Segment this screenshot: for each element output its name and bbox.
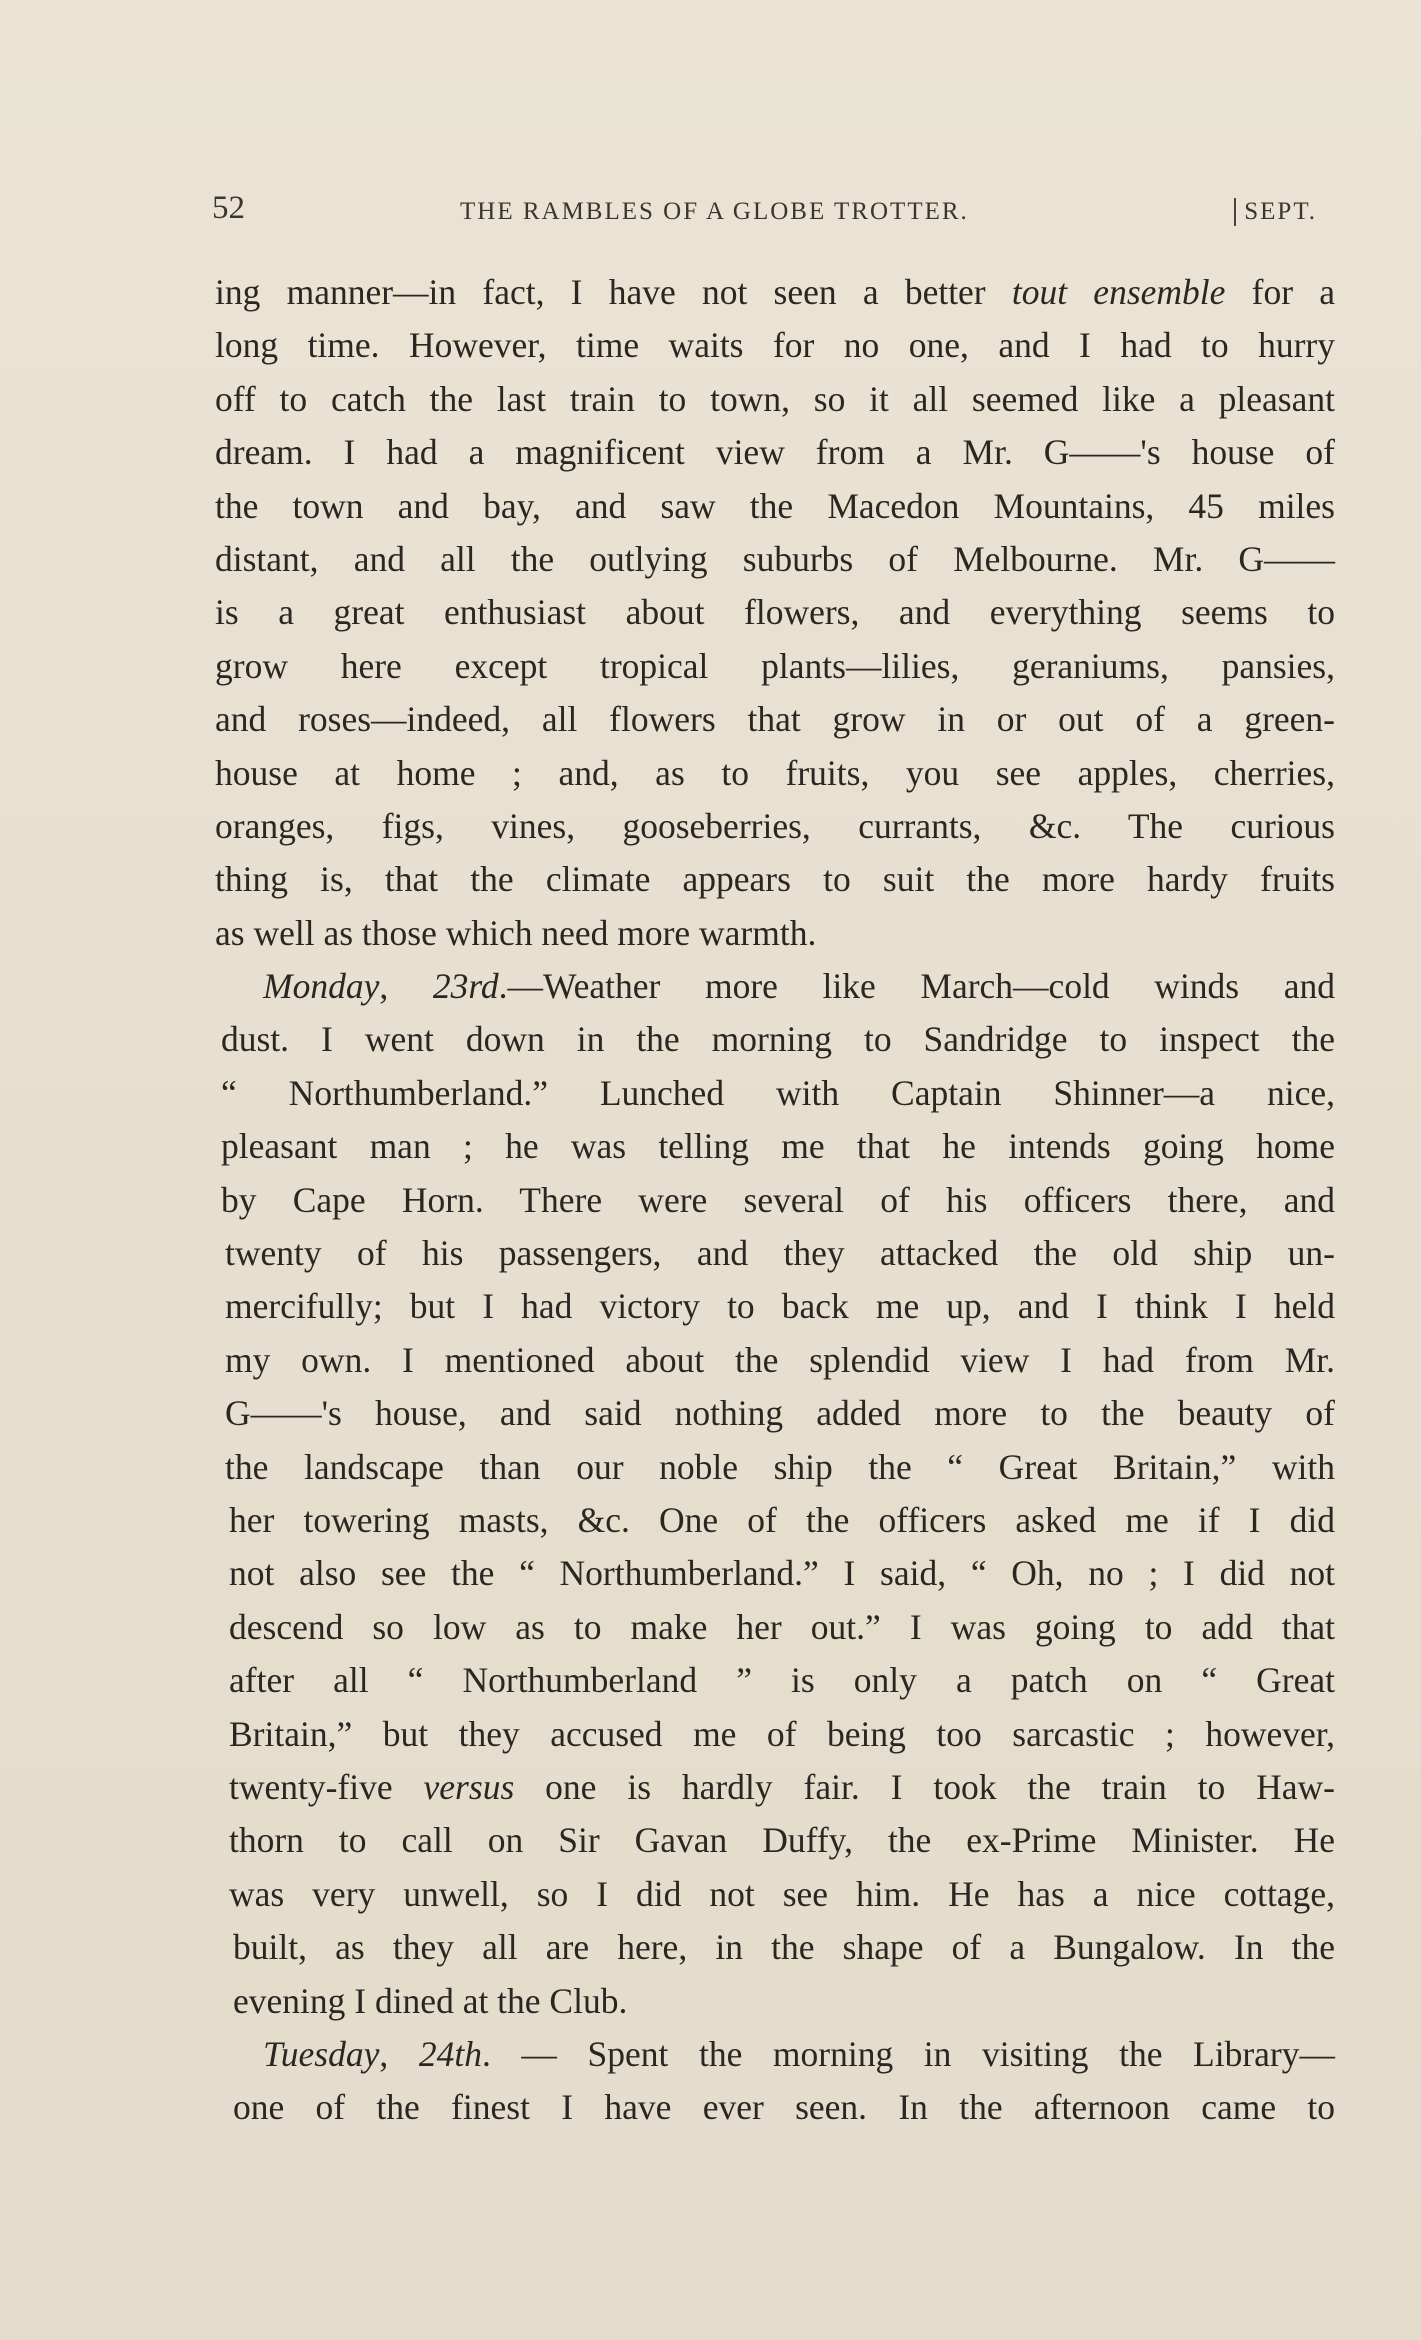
text-line: twenty-five versus one is hardly fair. I took the train to Haw- bbox=[229, 1766, 1335, 1807]
running-head bbox=[212, 190, 1317, 236]
text-line: long time. However, time waits for no one, and I had to hurry bbox=[215, 325, 1335, 366]
running-title: THE RAMBLES OF A GLOBE TROTTER. bbox=[460, 198, 969, 225]
text-line: thorn to call on Sir Gavan Duffy, the ex-Prime Minister. He bbox=[229, 1820, 1335, 1861]
text-line: Monday, 23rd.—Weather more like March—cold winds and bbox=[263, 966, 1336, 1007]
text-line: by Cape Horn. There were several of his officers there, and bbox=[221, 1179, 1335, 1220]
text-line: house at home ; and, as to fruits, you see apples, cherries, bbox=[215, 752, 1335, 793]
text-line: Tuesday, 24th. — Spent the morning in visiting the Library— bbox=[263, 2033, 1336, 2074]
text-line: was very unwell, so I did not see him. He has a nice cottage, bbox=[229, 1873, 1335, 1914]
text-line: the town and bay, and saw the Macedon Mountains, 45 miles bbox=[215, 485, 1335, 526]
text-line: “ Northumberland.” Lunched with Captain Shinner—a nice, bbox=[221, 1072, 1335, 1113]
text-line: thing is, that the climate appears to suit the more hardy fruits bbox=[215, 859, 1335, 900]
page-number: 52 bbox=[212, 190, 245, 226]
text-line: not also see the “ Northumberland.” I said, “ Oh, no ; I did not bbox=[229, 1553, 1335, 1594]
text-line: pleasant man ; he was telling me that he intends going home bbox=[221, 1126, 1335, 1167]
section-label: SEPT. bbox=[1234, 198, 1317, 226]
text-line: my own. I mentioned about the splendid view I had from Mr. bbox=[225, 1339, 1335, 1380]
text-line: Britain,” but they accused me of being too sarcastic ; however, bbox=[229, 1713, 1335, 1754]
text-line: her towering masts, &c. One of the officers asked me if I did bbox=[229, 1499, 1335, 1540]
text-line: the landscape than our noble ship the “ Great Britain,” with bbox=[225, 1446, 1335, 1487]
text-line: descend so low as to make her out.” I was going to add that bbox=[229, 1606, 1335, 1647]
text-line: twenty of his passengers, and they attacked the old ship un- bbox=[225, 1233, 1335, 1274]
text-line: is a great enthusiast about flowers, and everything seems to bbox=[215, 592, 1335, 633]
text-line: G——'s house, and said nothing added more to the beauty of bbox=[225, 1393, 1335, 1434]
text-line: grow here except tropical plants—lilies, geraniums, pansies, bbox=[215, 645, 1335, 686]
text-line: built, as they all are here, in the shape of a Bungalow. In the bbox=[233, 1927, 1335, 1968]
body-text bbox=[215, 266, 1335, 2135]
text-line: as well as those which need more warmth. bbox=[215, 912, 817, 953]
text-line: evening I dined at the Club. bbox=[233, 1980, 628, 2021]
text-line: dust. I went down in the morning to Sandridge to inspect the bbox=[221, 1019, 1335, 1060]
text-line: oranges, figs, vines, gooseberries, currants, &c. The curious bbox=[215, 805, 1335, 846]
text-line: distant, and all the outlying suburbs of Melbourne. Mr. G—— bbox=[215, 538, 1335, 579]
text-line: one of the finest I have ever seen. In the afternoon came to bbox=[233, 2087, 1335, 2128]
text-line: dream. I had a magnificent view from a Mr. G——'s house of bbox=[215, 432, 1335, 473]
text-line: mercifully; but I had victory to back me up, and I think I held bbox=[225, 1286, 1335, 1327]
text-line: and roses—indeed, all flowers that grow in or out of a green- bbox=[215, 699, 1335, 740]
text-line: ing manner—in fact, I have not seen a better tout ensemble for a bbox=[215, 272, 1336, 312]
text-line: off to catch the last train to town, so it all seemed like a pleasant bbox=[215, 378, 1335, 419]
text-line: after all “ Northumberland ” is only a patch on “ Great bbox=[229, 1660, 1335, 1701]
